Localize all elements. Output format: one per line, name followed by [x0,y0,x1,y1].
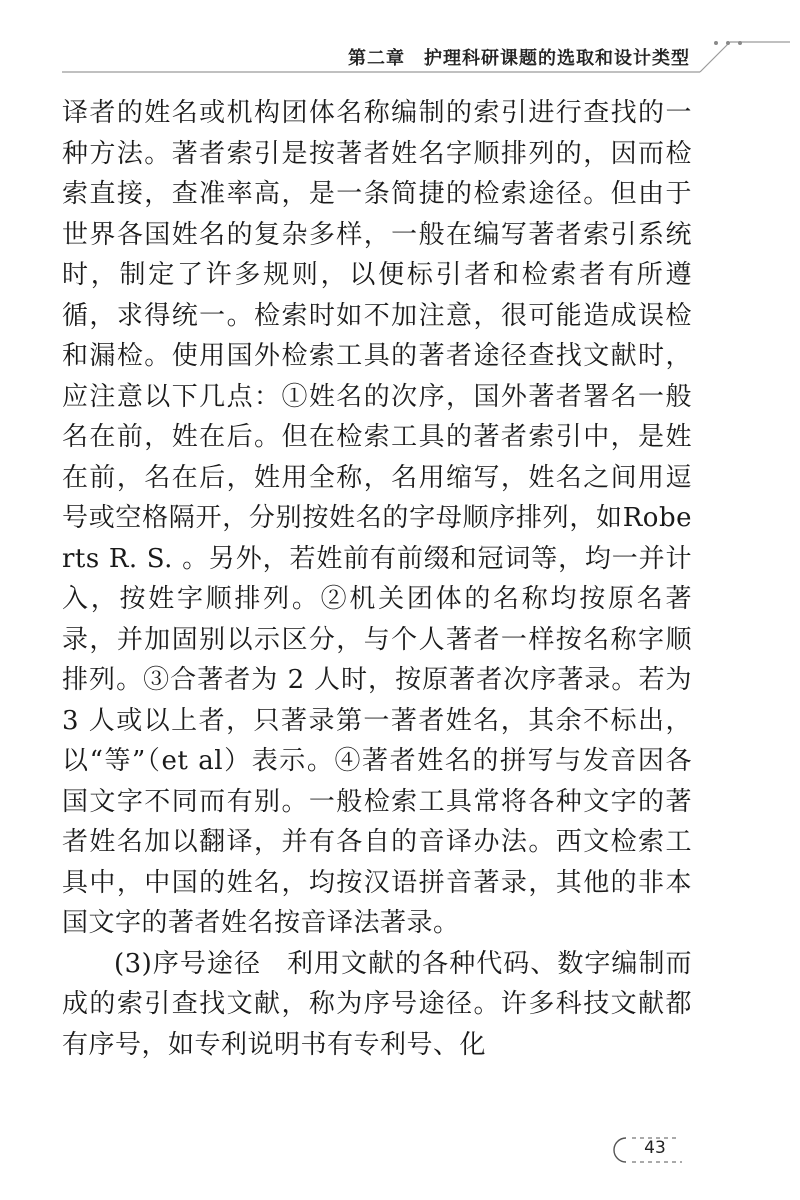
body-paragraph [62,944,692,1066]
page-body [62,93,692,1065]
page-number-badge [612,1130,698,1170]
section-heading: (3)序号途径 [114,948,261,979]
chapter-title: 第二章 护理科研课题的选取和设计类型 [348,48,690,69]
page-number: 43 [644,1138,666,1158]
section-text: 利用文献的各种代码、数字编制而成的索引查找文献，称为序号途径。许多科技文献都有序号，如专利说明书有专利号、化 [62,948,692,1060]
page-header [0,0,800,80]
body-paragraph: 译者的姓名或机构团体名称编制的索引进行查找的一种方法。著者索引是按著者姓名字顺排列的，因而检索直接，查准率高，是一条简捷的检索途径。但由于世界各国姓名的复杂多样，一般在编写著者索引系统时，制定了许多规则，以便标引者和检索者有所遵循，求得统一。检索时如不加注意，很可能造成误检和漏检。使用国外检索工具的著者途径查找文献时，应注意以下几点：①姓名的次序，国外著者署名一般名在前，姓在后。但在检索工具的著者索引中，是姓在前，名在后，姓用全称，名用缩写，姓名之间用逗号或空格隔开，分别按姓名的字母顺序排列，如Roberts R. S. 。另外，若姓前有前缀和冠词等，均一并计入，按姓字顺排列。②机关团体的名称均按原名著录，并加固别以示区分，与个人著者一样按名称字顺排列。③合著者为 2 人时，按原著者次序著录。若为 3 人或以上者，只著录第一著者姓名，其余不标出，以“等”（et al）表示。④著者姓名的拼写与发音因各国文字不同而有别。一般检索工具常将各种文字的著者姓名加以翻译，并有各自的音译办法。西文检索工具中，中国的姓名，均按汉语拼音著录，其他的非本国文字的著者姓名按音译法著录。 [62,98,692,938]
